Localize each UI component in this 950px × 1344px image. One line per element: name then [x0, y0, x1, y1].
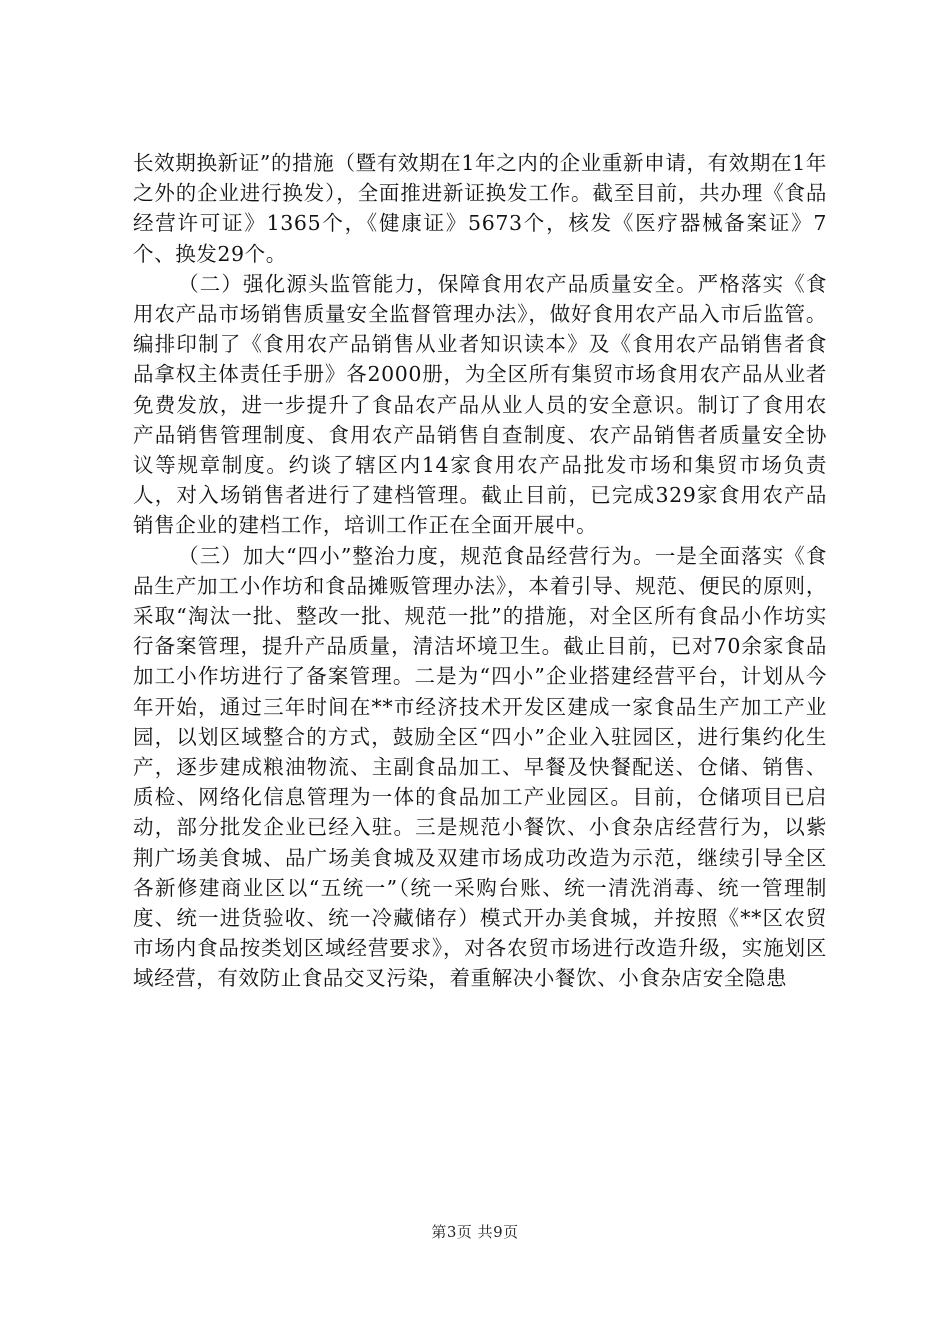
paragraph-continuation: 长效期换新证”的措施（暨有效期在1年之内的企业重新申请，有效期在1年之外的企业进行换发），全面推进新证换发工作。截至目前，共办理《食品经营许可证》1365个，《健康证》5673个，核发《医疗器械备案证》7个、换发29个。 [133, 151, 827, 266]
page-footer: 第3页 共9页 [431, 1223, 519, 1241]
paragraph-section-3: （三）加大“四小”整治力度，规范食品经营行为。一是全面落实《食品生产加工小作坊和食品摊贩管理办法》，本着引导、规范、便民的原则，采取“淘汰一批、整改一批、规范一批”的措施，对全区所有食品小作坊实行备案管理，提升产品质量，清洁坏境卫生。截止目前，已对70余家食品加工小作坊进行了备案管理。二是为“四小”企业搭建经营平台，计划从今年开始，通过三年时间在**市经济技术开发区建成一家食品生产加工产业园，以划区域整合的方式，鼓励全区“四小”企业入驻园区，进行集约化生产，逐步建成粮油物流、主副食品加工、早餐及快餐配送、仓储、销售、质检、网络化信息管理为一体的食品加工产业园区。目前，仓储项目已启动，部分批发企业已经入驻。三是规范小餐饮、小食杂店经营行为，以紫荆广场美食城、品广场美食城及双建市场成功改造为示范，继续引导全区各新修建商业区以“五统一”（统一采购台账、统一清洗消毒、统一管理制度、统一进货验收、统一冷藏储存）模式开办美食城，并按照《**区农贸市场内食品按类划区域经营要求》，对各农贸市场进行改造升级，实施划区域经营，有效防止食品交叉污染，着重解决小餐饮、小食杂店安全隐患 [133, 543, 827, 991]
document-body [133, 148, 827, 994]
paragraph-section-2: （二）强化源头监管能力，保障食用农产品质量安全。严格落实《食用农产品市场销售质量安全监督管理办法》，做好食用农产品入市后监管。编排印制了《食用农产品销售从业者知识读本》及《食用农产品销售者食品拿权主体责任手册》各2000册，为全区所有集贸市场食用农产品从业者免费发放，进一步提升了食品农产品从业人员的安全意识。制订了食用农产品销售管理制度、食用农产品销售自查制度、农产品销售者质量安全协议等规章制度。约谈了辖区内14家食用农产品批发市场和集贸市场负责人，对入场销售者进行了建档管理。截止目前，已完成329家食用农产品销售企业的建档工作，培训工作正在全面开展中。 [133, 271, 827, 538]
